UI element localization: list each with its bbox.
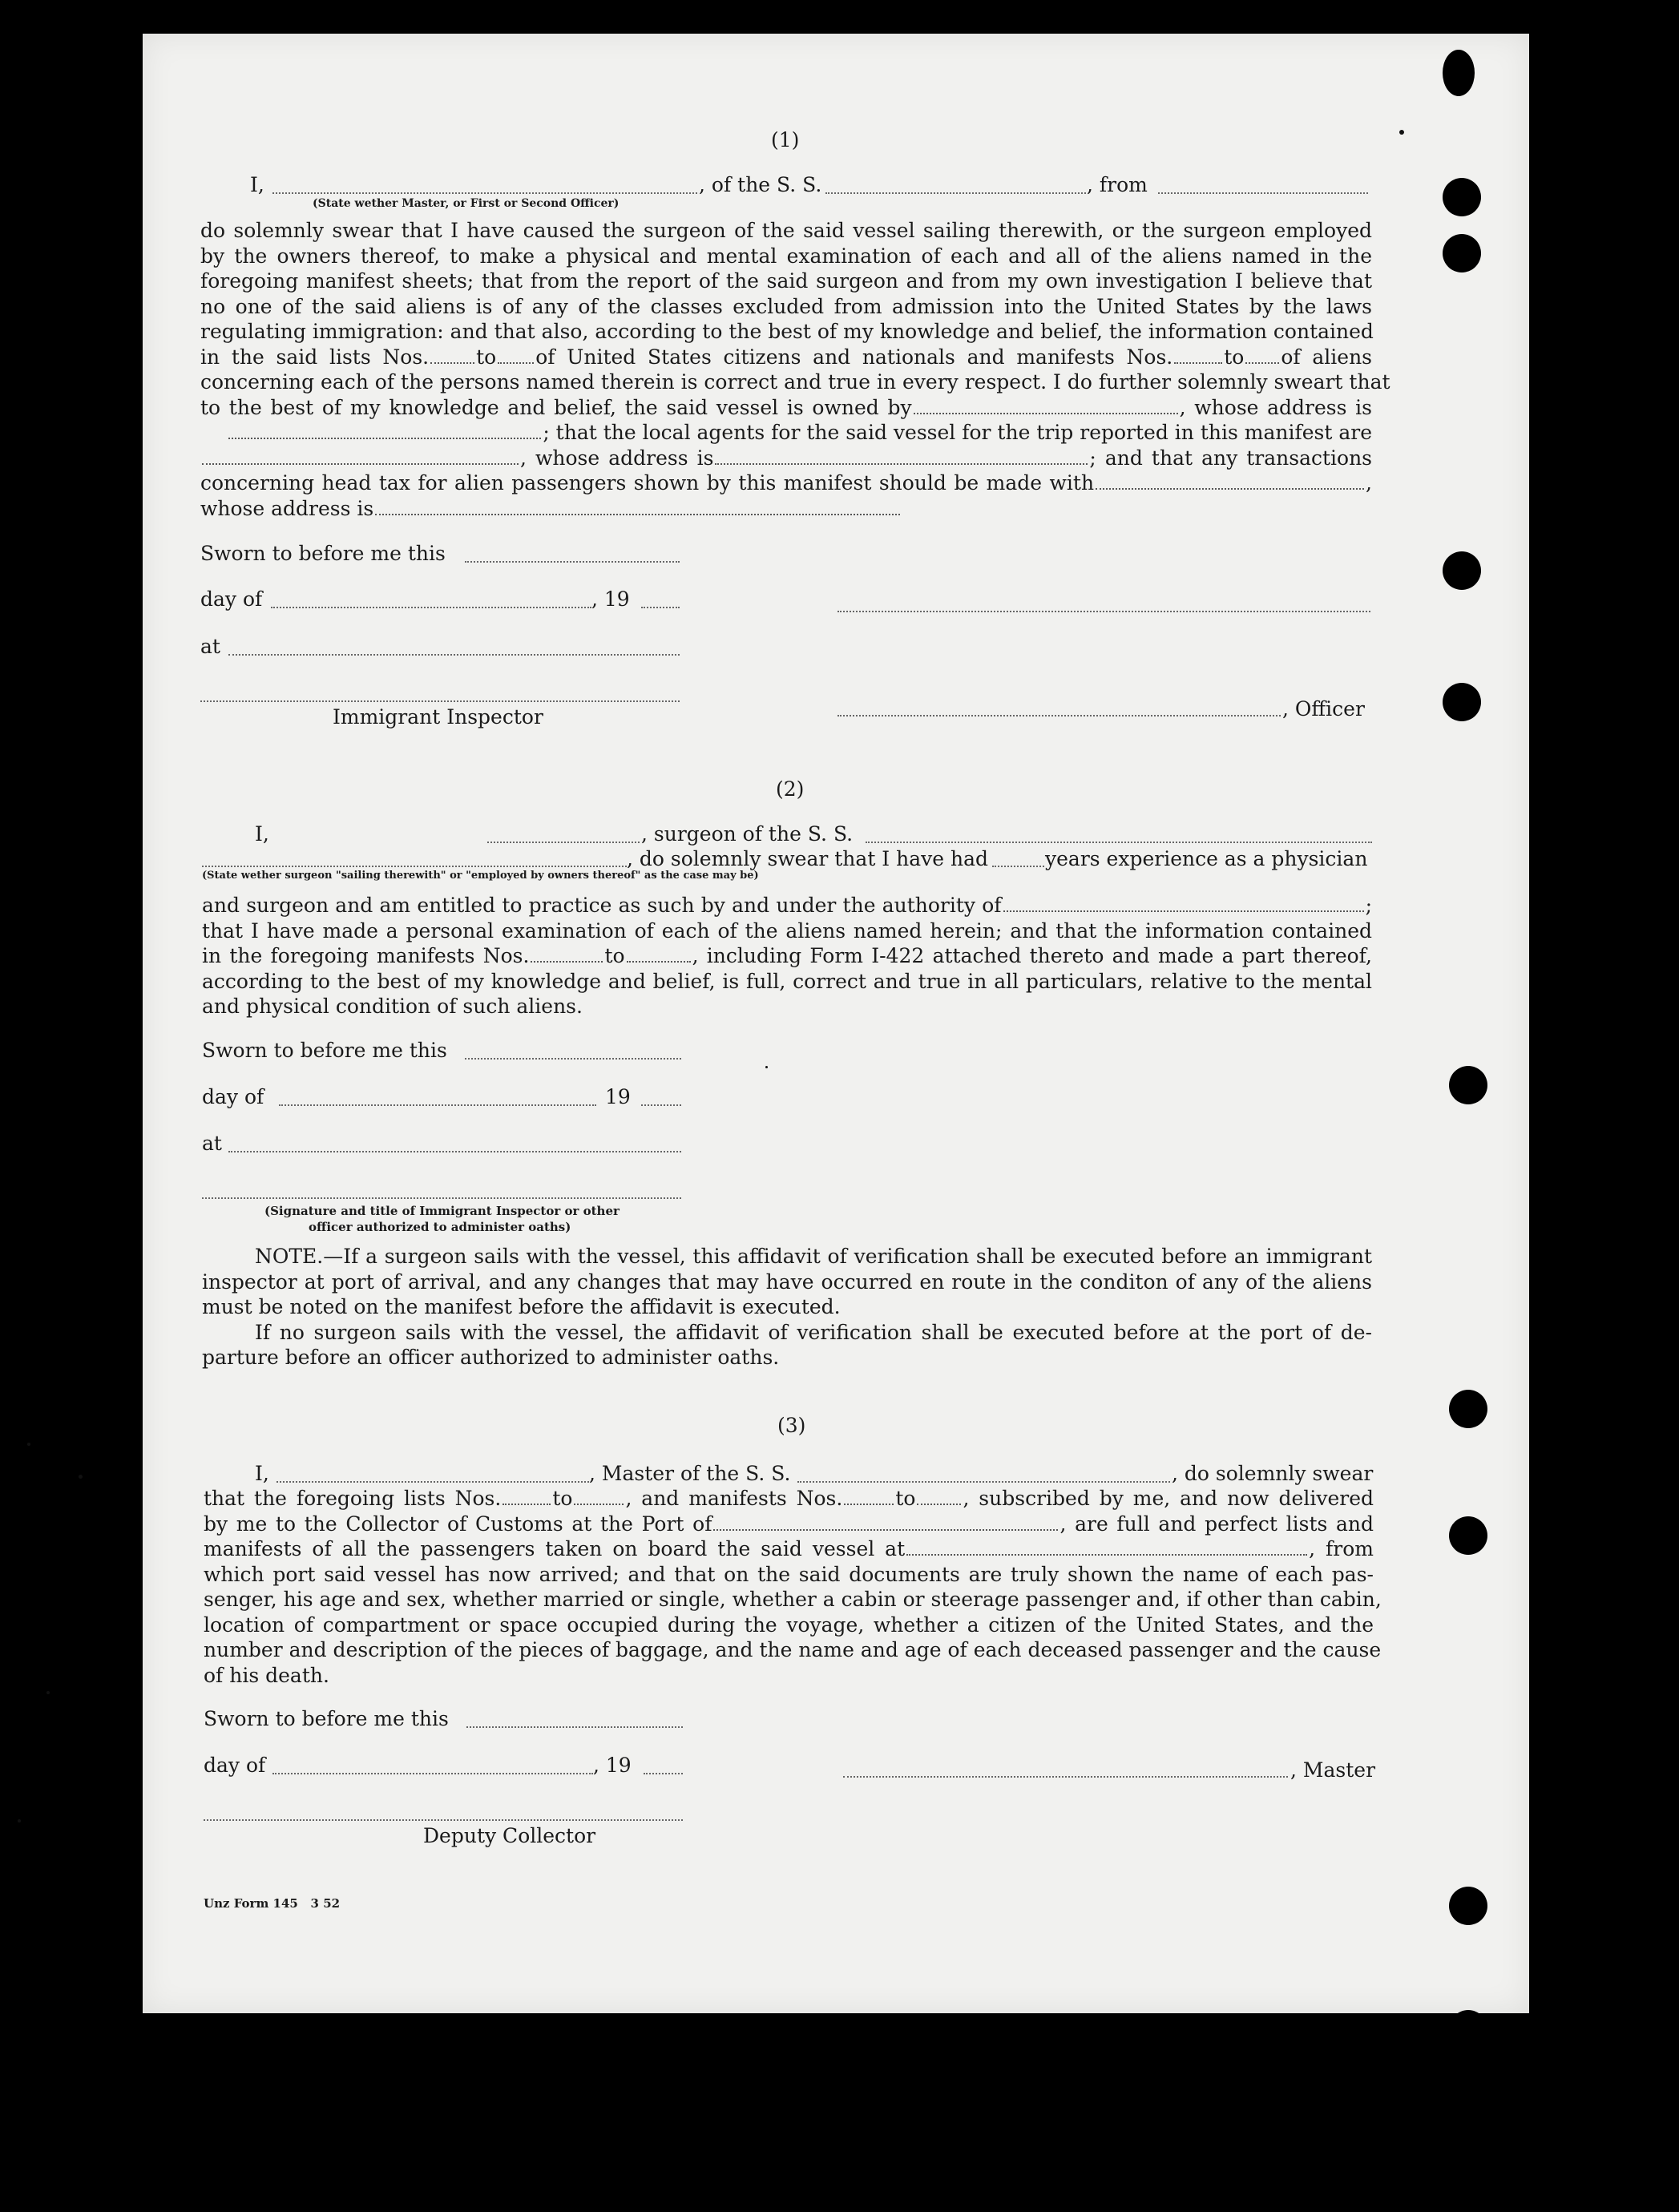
s1-manifests-from-field[interactable] [1174, 361, 1222, 364]
s3-lists-from-field[interactable] [502, 1502, 551, 1505]
s1-of-ss: , of the S. S. [699, 173, 822, 196]
s3-master-signature-line[interactable] [843, 1776, 1288, 1778]
s2-surgeon: , surgeon of the S. S. [641, 822, 854, 846]
s1-last-text: whose address is [200, 496, 374, 520]
s2-authority-a: and surgeon and am entitled to practice as such by and under the authority of [202, 894, 1002, 917]
punch-hole [1449, 1887, 1487, 1925]
s2-manifests-b: to [604, 944, 625, 967]
s3-ship-line[interactable] [797, 1481, 1170, 1483]
s2-signature-line[interactable] [202, 1197, 681, 1199]
s1-from-line[interactable] [1158, 192, 1368, 194]
s1-headtax-b: , [1366, 471, 1372, 494]
s3-lists-line [204, 1486, 1374, 1512]
s3-lists-a: that the foregoing lists Nos. [204, 1487, 502, 1510]
s1-lists-e: of aliens [1281, 345, 1373, 369]
s3-line: location of compartment or space occupied during the voyage, whether a citizen of the United States, and the [204, 1613, 1374, 1637]
s1-whose-line [200, 446, 1372, 471]
s3-lists-d: to [895, 1487, 916, 1510]
s1-inspector: Immigrant Inspector [333, 705, 543, 729]
punch-hole [1449, 2010, 1487, 2049]
s3-nineteen: , 19 [593, 1754, 632, 1777]
punch-hole [1443, 50, 1475, 96]
s1-last-line [200, 496, 1372, 522]
s2-manifests-from-field[interactable] [531, 959, 603, 963]
s2-manifests-c: , including Form I-422 attached thereto and made a part thereof, [692, 944, 1372, 967]
punch-hole [1443, 178, 1481, 216]
note-line: inspector at port of arrival, and any changes that may have occurred en route in the conditon of any of the aliens [202, 1269, 1372, 1294]
note-paragraph [202, 1244, 1372, 1370]
punch-hole [1449, 1066, 1487, 1104]
s2-day-of: day of [202, 1085, 264, 1108]
s3-lists-c: , and manifests Nos. [625, 1487, 843, 1510]
punch-hole [1443, 683, 1481, 721]
s2-manifests-to-field[interactable] [627, 959, 691, 963]
s2-sig-note-2: officer authorized to administer oaths) [309, 1220, 571, 1234]
s3-line: senger, his age and sex, whether married or single, whether a cabin or steerage passenger and, if other than cabin, [204, 1588, 1382, 1611]
s2-year-line[interactable] [641, 1104, 681, 1106]
s1-line: regulating immigration: and that also, according to the best of my knowledge and belief, the information contained [200, 320, 1374, 343]
s3-day-of: day of [204, 1754, 266, 1777]
s3-line: which port said vessel has now arrived; and that on the said documents are truly shown the name of each pas- [204, 1562, 1374, 1586]
s1-ship-name-line[interactable] [825, 192, 1086, 194]
s3-swear: , do solemnly swear [1172, 1462, 1374, 1485]
s3-board-line [204, 1536, 1374, 1562]
s2-i: I, [255, 822, 269, 846]
s3-port-line [204, 1512, 1374, 1537]
s3-year-line[interactable] [644, 1773, 683, 1774]
s3-sworn-line[interactable] [466, 1726, 683, 1728]
punch-hole [1449, 1516, 1487, 1555]
s1-headtax-field[interactable] [1096, 486, 1364, 490]
s1-line: no one of the said aliens is of any of the classes excluded from admission into the United States by the laws [200, 294, 1372, 318]
s1-owned-a: to the best of my knowledge and belief, the said vessel is owned by [200, 395, 912, 419]
s1-lists-to-field[interactable] [498, 361, 534, 364]
punch-hole [1443, 234, 1481, 272]
s3-lists-to-field[interactable] [574, 1502, 624, 1505]
s1-owned-line [200, 395, 1372, 421]
s2-line: and physical condition of such aliens. [202, 995, 583, 1018]
s1-agent-address-field[interactable] [715, 462, 1088, 465]
section-3-number: (3) [777, 1414, 806, 1437]
section-1-number: (1) [771, 128, 800, 151]
s1-inspector-line[interactable] [200, 700, 680, 702]
s1-owned-b: , whose address is [1179, 395, 1372, 419]
s1-lists-c: of United States citizens and nationals and manifests Nos. [535, 345, 1173, 369]
s2-at-line[interactable] [228, 1151, 681, 1152]
s1-line: foregoing manifest sheets; that from the report of the said surgeon and from my own investigation I believe that [200, 269, 1372, 293]
s3-paragraph [204, 1486, 1382, 1688]
s1-agents: ; that the local agents for the said vessel for the trip reported in this manifest are [543, 421, 1372, 444]
note-line: If no surgeon sails with the vessel, the affidavit of verification shall be executed before at the port of de- [255, 1320, 1372, 1344]
note-line: parture before an officer authorized to administer oaths. [202, 1346, 780, 1369]
s1-lists-d: to [1224, 345, 1245, 369]
s3-sworn: Sworn to before me this [204, 1707, 449, 1730]
s2-day-line[interactable] [279, 1104, 596, 1106]
s3-port-field[interactable] [713, 1528, 1058, 1531]
s2-sig-note-1: (Signature and title of Immigrant Inspector or other [264, 1204, 620, 1218]
s3-lists-b: to [552, 1487, 573, 1510]
s1-day-of: day of [200, 587, 263, 611]
s1-lists-from-field[interactable] [430, 361, 474, 364]
scan-speck [18, 1819, 21, 1822]
s3-day-line[interactable] [272, 1773, 593, 1774]
s1-at: at [200, 635, 220, 658]
s3-port-a: by me to the Collector of Customs at the Port of [204, 1512, 712, 1536]
s3-board-a: manifests of all the passengers taken on board the said vessel at [204, 1537, 906, 1560]
s1-manifests-to-field[interactable] [1245, 361, 1279, 364]
s2-swear: , do solemnly swear that I have had [627, 847, 989, 870]
s3-i: I, [255, 1462, 269, 1485]
scan-speck [46, 1691, 50, 1694]
s3-manifests-to-field[interactable] [917, 1502, 961, 1505]
s3-master-name-line[interactable] [276, 1481, 589, 1483]
punch-hole [1449, 1390, 1487, 1428]
s1-headtax-a: concerning head tax for alien passengers shown by this manifest should be made with [200, 471, 1095, 494]
s2-line: according to the best of my knowledge and belief, is full, correct and true in all particulars, relative to the mental [202, 969, 1372, 993]
s3-line: number and description of the pieces of baggage, and the name and age of each deceased passenger and the cause [204, 1638, 1382, 1661]
scan-speck [765, 1066, 768, 1068]
s3-master-of: , Master of the S. S. [589, 1462, 791, 1485]
s1-line: by the owners thereof, to make a physical and mental examination of each and all of the aliens named in the [200, 244, 1372, 268]
s2-at: at [202, 1132, 222, 1155]
s2-years-line[interactable] [992, 866, 1044, 867]
s3-deputy-line[interactable] [204, 1819, 683, 1821]
s1-master-note: (State wether Master, or First or Second Officer) [313, 197, 620, 210]
scan-speck [1399, 130, 1404, 135]
s3-deputy: Deputy Collector [423, 1824, 596, 1847]
s1-line: concerning each of the persons named therein is correct and true in every respect. I do further solemnly sweart that [200, 370, 1390, 394]
s1-headtax-line [200, 470, 1372, 496]
scan-speck [27, 1443, 30, 1446]
s1-whose-b: ; and that any transactions [1089, 446, 1373, 470]
s3-board-field[interactable] [906, 1552, 1307, 1556]
s1-agent-name-field[interactable] [202, 462, 519, 465]
s1-signature-line[interactable] [837, 611, 1370, 612]
s2-manifests-a: in the foregoing manifests Nos. [202, 944, 530, 967]
s3-lists-e: , subscribed by me, and now delivered [963, 1487, 1374, 1510]
s2-surgeon-name-line[interactable] [487, 842, 640, 843]
s1-at-line[interactable] [228, 654, 680, 656]
s2-nineteen: 19 [605, 1085, 631, 1108]
scan-speck [79, 1475, 83, 1479]
s1-line: do solemnly swear that I have caused the surgeon of the said vessel sailing therewith, or the surgeon employed [200, 219, 1372, 242]
s2-authority-line [202, 893, 1372, 918]
s1-paragraph [200, 218, 1390, 521]
note-line: must be noted on the manifest before the affidavit is executed. [202, 1295, 841, 1318]
s1-i: I, [250, 173, 264, 196]
s3-port-b: , are full and perfect lists and [1059, 1512, 1374, 1536]
s2-line: that I have made a personal examination of each of the aliens named herein; and that the information contained [202, 918, 1372, 943]
s2-manifests-line [202, 943, 1372, 969]
note-line: NOTE.—If a surgeon sails with the vessel, this affidavit of verification shall be executed before an immigrant [255, 1245, 1372, 1268]
s1-owner-field[interactable] [914, 411, 1178, 414]
s1-officer-name-line[interactable] [272, 192, 697, 194]
s1-from: , from [1087, 173, 1148, 196]
s2-sworn: Sworn to before me this [202, 1039, 447, 1062]
s2-surgeon-note: (State wether surgeon "sailing therewith" or "employed by owners thereof" as the case may be) [202, 870, 759, 882]
s1-owner-address-field[interactable] [228, 436, 541, 439]
s1-sworn-line[interactable] [465, 561, 680, 563]
s1-lists-line [200, 345, 1372, 370]
s1-agents-line [200, 420, 1372, 446]
s1-sworn: Sworn to before me this [200, 542, 446, 565]
s2-sworn-line[interactable] [465, 1058, 681, 1060]
s1-whose-a: , whose address is [520, 446, 714, 470]
s1-headtax-address-field[interactable] [375, 512, 900, 515]
s1-nineteen: , 19 [591, 587, 630, 611]
s1-day-line[interactable] [271, 607, 591, 608]
s3-board-b: , from [1309, 1537, 1374, 1560]
form-id: Unz Form 145 3 52 [204, 1896, 341, 1911]
s2-authority-b: ; [1365, 894, 1372, 917]
s3-master: , Master [1290, 1758, 1376, 1782]
s2-years: years experience as a physician [1045, 847, 1368, 870]
s2-ship-line[interactable] [866, 842, 1372, 843]
s2-status-line[interactable] [202, 866, 627, 867]
s2-authority-field[interactable] [1003, 909, 1364, 912]
s1-lists-a: in the said lists Nos. [200, 345, 430, 369]
punch-hole [1443, 551, 1481, 590]
s1-officer: , Officer [1282, 697, 1365, 721]
section-2-number: (2) [776, 777, 805, 801]
s3-line: of his death. [204, 1663, 329, 1687]
s1-year-line[interactable] [641, 607, 680, 608]
s2-paragraph [202, 893, 1372, 1019]
s1-lists-b: to [476, 345, 497, 369]
s3-manifests-from-field[interactable] [844, 1502, 894, 1505]
s1-officer-line[interactable] [837, 715, 1281, 716]
